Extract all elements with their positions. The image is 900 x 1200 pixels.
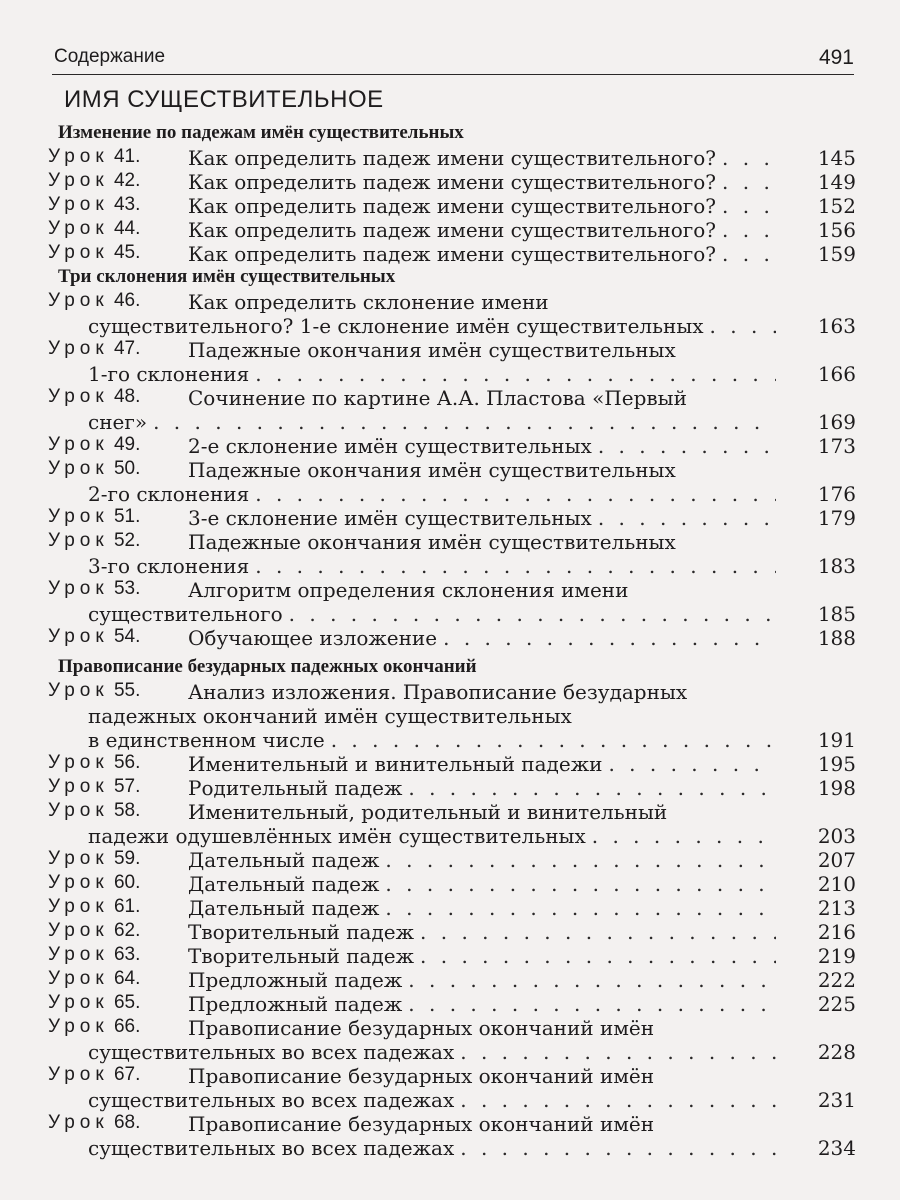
lesson-label [48, 752, 186, 774]
lesson-label [48, 194, 186, 216]
lesson-word: Урок [48, 458, 109, 479]
toc-entry[interactable] [48, 242, 856, 268]
entry-page-number: 213 [817, 896, 856, 920]
entry-text-wrap [188, 1064, 856, 1088]
dot-leader [385, 872, 776, 896]
entry-text-wrap [188, 434, 776, 458]
toc-entry-continuation[interactable] [48, 314, 856, 340]
entry-text-wrap [188, 170, 776, 194]
dot-leader [443, 626, 776, 650]
lesson-word: Урок [48, 944, 109, 965]
lesson-number: 43. [108, 194, 141, 215]
entry-text: Падежные окончания имён существительных [188, 458, 676, 482]
toc-entry[interactable] [48, 992, 856, 1018]
entry-text-wrap [88, 410, 776, 434]
dot-leader [289, 602, 776, 626]
lesson-word: Урок [48, 242, 109, 263]
toc-entry[interactable] [48, 194, 856, 220]
toc-entry[interactable] [48, 530, 856, 556]
entry-text-wrap [88, 824, 776, 848]
subsection-heading: Изменение по падежам имён существительных [58, 122, 464, 143]
toc-entry[interactable] [48, 896, 856, 922]
lesson-number: 61. [108, 896, 141, 917]
toc-entry[interactable] [48, 146, 856, 172]
lesson-number: 49. [108, 434, 141, 455]
entry-page-number: 228 [817, 1040, 856, 1064]
dot-leader [710, 314, 776, 338]
entry-text: 2-го склонения [88, 482, 250, 506]
lesson-word: Урок [48, 752, 109, 773]
dot-leader [592, 824, 776, 848]
entry-text-wrap [188, 194, 776, 218]
toc-entry[interactable] [48, 290, 856, 316]
toc-entry-continuation[interactable] [48, 362, 856, 388]
lesson-label [48, 386, 186, 408]
entry-text: Падежные окончания имён существительных [188, 338, 676, 362]
entry-page-number: 216 [817, 920, 856, 944]
entry-text: существительных во всех падежах [88, 1088, 455, 1112]
entry-page-number: 159 [817, 242, 856, 266]
toc-entry[interactable] [48, 848, 856, 874]
entry-text-wrap [88, 314, 776, 338]
toc-entry[interactable] [48, 338, 856, 364]
entry-page-number: 183 [817, 554, 856, 578]
entry-text-wrap [188, 290, 856, 314]
entry-text-wrap [188, 626, 776, 650]
dot-leader [408, 968, 776, 992]
lesson-label [48, 896, 186, 918]
toc-entry[interactable] [48, 218, 856, 244]
entry-text: Падежные окончания имён существительных [188, 530, 676, 554]
lesson-word: Урок [48, 194, 109, 215]
entry-text-wrap [188, 338, 856, 362]
lesson-label [48, 680, 186, 702]
entry-text-wrap [188, 680, 856, 704]
entry-text-wrap [188, 872, 776, 896]
entry-text: снег» [88, 410, 148, 434]
entry-text: Анализ изложения. Правописание безударных [188, 680, 688, 704]
dot-leader [722, 146, 776, 170]
toc-entry[interactable] [48, 458, 856, 484]
entry-text: Предложный падеж [188, 968, 403, 992]
lesson-word: Урок [48, 896, 109, 917]
lesson-word: Урок [48, 290, 109, 311]
lesson-word: Урок [48, 530, 109, 551]
entry-text: падежи одушевлённых имён существительных [88, 824, 586, 848]
lesson-label [48, 242, 186, 264]
lesson-number: 67. [108, 1064, 141, 1085]
dot-leader [460, 1088, 776, 1112]
entry-page-number: 234 [817, 1136, 856, 1160]
toc-entry-continuation[interactable] [48, 1136, 856, 1162]
entry-text-wrap [188, 896, 776, 920]
lesson-number: 64. [108, 968, 141, 989]
lesson-number: 54. [108, 626, 141, 647]
entry-text: Правописание безударных окончаний имён [188, 1064, 655, 1088]
dot-leader [420, 920, 776, 944]
toc-entry[interactable] [48, 680, 856, 706]
dot-leader [408, 992, 776, 1016]
lesson-number: 55. [108, 680, 141, 701]
lesson-label [48, 920, 186, 942]
entry-page-number: 222 [817, 968, 856, 992]
entry-page-number: 191 [817, 728, 856, 752]
dot-leader [598, 506, 776, 530]
lesson-number: 45. [108, 242, 141, 263]
entry-page-number: 207 [817, 848, 856, 872]
entry-page-number: 169 [817, 410, 856, 434]
entry-text: Как определить склонение имени [188, 290, 549, 314]
lesson-number: 44. [108, 218, 141, 239]
entry-page-number: 149 [817, 170, 856, 194]
entry-text: Творительный падеж [188, 944, 415, 968]
lesson-number: 41. [108, 146, 141, 167]
toc-entry-continuation[interactable] [48, 602, 856, 628]
entry-text-wrap [188, 992, 776, 1016]
lesson-word: Урок [48, 800, 109, 821]
dot-leader [408, 776, 776, 800]
entry-text: 3-го склонения [88, 554, 250, 578]
toc-entry-continuation[interactable] [48, 410, 856, 436]
entry-text-wrap [188, 1112, 856, 1136]
entry-text: Предложный падеж [188, 992, 403, 1016]
lesson-number: 42. [108, 170, 141, 191]
lesson-word: Урок [48, 626, 109, 647]
entry-page-number: 166 [817, 362, 856, 386]
entry-text: падежных окончаний имён существительных [88, 704, 572, 728]
lesson-label [48, 944, 186, 966]
entry-text: 2-е склонение имён существительных [188, 434, 592, 458]
toc-entry[interactable] [48, 800, 856, 826]
dot-leader [255, 482, 776, 506]
toc-entry[interactable] [48, 386, 856, 412]
entry-text-wrap [188, 146, 776, 170]
dot-leader [722, 170, 776, 194]
lesson-label [48, 458, 186, 480]
toc-entry[interactable] [48, 752, 856, 778]
header-title: Содержание [54, 46, 166, 67]
lesson-word: Урок [48, 506, 109, 527]
dot-leader [385, 848, 776, 872]
lesson-label [48, 776, 186, 798]
dot-leader [255, 554, 776, 578]
lesson-label [48, 170, 186, 192]
lesson-word: Урок [48, 848, 109, 869]
entry-text: Правописание безударных окончаний имён [188, 1016, 655, 1040]
header-page-number: 491 [818, 46, 854, 69]
entry-text-wrap [88, 728, 776, 752]
lesson-label [48, 290, 186, 312]
toc-entry[interactable] [48, 872, 856, 898]
entry-text: Творительный падеж [188, 920, 415, 944]
lesson-label [48, 968, 186, 990]
page-header [52, 40, 854, 75]
lesson-word: Урок [48, 1016, 109, 1037]
lesson-word: Урок [48, 338, 109, 359]
entry-text-wrap [88, 1040, 776, 1064]
lesson-number: 48. [108, 386, 141, 407]
entry-text-wrap [188, 386, 856, 410]
entry-text: 3-е склонение имён существительных [188, 506, 592, 530]
lesson-label [48, 578, 186, 600]
toc-entry[interactable] [48, 944, 856, 970]
toc-entry[interactable] [48, 776, 856, 802]
lesson-label [48, 872, 186, 894]
lesson-word: Урок [48, 992, 109, 1013]
dot-leader [598, 434, 776, 458]
entry-text: 1-го склонения [88, 362, 250, 386]
entry-text-wrap [188, 944, 776, 968]
lesson-word: Урок [48, 578, 109, 599]
entry-text: существительного? 1-е склонение имён существительных [88, 314, 704, 338]
entry-text-wrap [188, 848, 776, 872]
entry-text-wrap [188, 752, 776, 776]
lesson-number: 65. [108, 992, 141, 1013]
dot-leader [722, 194, 776, 218]
entry-text-wrap [188, 530, 856, 554]
lesson-label [48, 1016, 186, 1038]
entry-text: Как определить падеж имени существительного? [188, 194, 717, 218]
entry-text-wrap [188, 458, 856, 482]
entry-text-wrap [88, 704, 776, 728]
lesson-label [48, 992, 186, 1014]
toc-entry[interactable] [48, 506, 856, 532]
dot-leader [722, 218, 776, 242]
lesson-number: 57. [108, 776, 141, 797]
dot-leader [420, 944, 776, 968]
entry-text-wrap [188, 218, 776, 242]
lesson-label [48, 146, 186, 168]
entry-text-wrap [88, 602, 776, 626]
entry-page-number: 163 [817, 314, 856, 338]
dot-leader [722, 242, 776, 266]
entry-text-wrap [188, 242, 776, 266]
toc-entry[interactable] [48, 170, 856, 196]
lesson-number: 51. [108, 506, 141, 527]
lesson-label [48, 1064, 186, 1086]
toc-entry-continuation[interactable] [48, 1040, 856, 1066]
entry-text: Как определить падеж имени существительного? [188, 242, 717, 266]
entry-page-number: 210 [817, 872, 856, 896]
entry-text-wrap [188, 578, 856, 602]
lesson-label [48, 218, 186, 240]
entry-text: Сочинение по картине А.А. Пластова «Первый [188, 386, 687, 410]
toc-entry[interactable] [48, 920, 856, 946]
lesson-number: 60. [108, 872, 141, 893]
lesson-word: Урок [48, 170, 109, 191]
entry-text-wrap [88, 362, 776, 386]
entry-page-number: 173 [817, 434, 856, 458]
entry-text: Правописание безударных окончаний имён [188, 1112, 655, 1136]
lesson-label [48, 626, 186, 648]
entry-text-wrap [188, 1016, 856, 1040]
lesson-number: 58. [108, 800, 141, 821]
entry-text-wrap [88, 1088, 776, 1112]
toc-entry[interactable] [48, 626, 856, 652]
lesson-label [48, 338, 186, 360]
entry-text-wrap [88, 482, 776, 506]
entry-text: Как определить падеж имени существительного? [188, 170, 717, 194]
entry-page-number: 219 [817, 944, 856, 968]
dot-leader [153, 410, 776, 434]
entry-text: существительных во всех падежах [88, 1040, 455, 1064]
dot-leader [460, 1136, 776, 1160]
toc-entry[interactable] [48, 1016, 856, 1042]
lesson-label [48, 506, 186, 528]
section-title: ИМЯ СУЩЕСТВИТЕЛЬНОЕ [64, 86, 384, 113]
lesson-label [48, 848, 186, 870]
toc-entry[interactable] [48, 1064, 856, 1090]
entry-page-number: 198 [817, 776, 856, 800]
entry-text: в единственном числе [88, 728, 325, 752]
entry-page-number: 203 [817, 824, 856, 848]
lesson-word: Урок [48, 872, 109, 893]
entry-page-number: 195 [817, 752, 856, 776]
toc-entry[interactable] [48, 578, 856, 604]
lesson-number: 52. [108, 530, 141, 551]
lesson-number: 62. [108, 920, 141, 941]
entry-text-wrap [88, 554, 776, 578]
entry-text: Как определить падеж имени существительного? [188, 146, 717, 170]
lesson-number: 46. [108, 290, 141, 311]
lesson-number: 68. [108, 1112, 141, 1133]
lesson-word: Урок [48, 218, 109, 239]
entry-page-number: 152 [817, 194, 856, 218]
lesson-label [48, 800, 186, 822]
entry-page-number: 225 [817, 992, 856, 1016]
entry-text: Дательный падеж [188, 872, 380, 896]
lesson-word: Урок [48, 1064, 109, 1085]
entry-text: Именительный и винительный падежи [188, 752, 603, 776]
entry-text: Как определить падеж имени существительного? [188, 218, 717, 242]
lesson-number: 66. [108, 1016, 141, 1037]
subsection-heading: Три склонения имён существительных [58, 266, 396, 287]
entry-page-number: 179 [817, 506, 856, 530]
lesson-number: 47. [108, 338, 141, 359]
lesson-word: Урок [48, 968, 109, 989]
toc-entry[interactable] [48, 1112, 856, 1138]
lesson-number: 56. [108, 752, 141, 773]
lesson-word: Урок [48, 146, 109, 167]
lesson-number: 53. [108, 578, 141, 599]
lesson-word: Урок [48, 920, 109, 941]
entry-text: Обучающее изложение [188, 626, 438, 650]
entry-page-number: 188 [817, 626, 856, 650]
entry-text: Дательный падеж [188, 896, 380, 920]
lesson-label [48, 1112, 186, 1134]
toc-entry-continuation[interactable] [48, 704, 856, 730]
entry-page-number: 231 [817, 1088, 856, 1112]
entry-text-wrap [188, 968, 776, 992]
lesson-number: 50. [108, 458, 141, 479]
entry-text-wrap [188, 920, 776, 944]
toc-entry-continuation[interactable] [48, 482, 856, 508]
lesson-word: Урок [48, 680, 109, 701]
toc-entry-continuation[interactable] [48, 554, 856, 580]
lesson-number: 63. [108, 944, 141, 965]
lesson-word: Урок [48, 434, 109, 455]
lesson-label [48, 434, 186, 456]
dot-leader [255, 362, 776, 386]
lesson-word: Урок [48, 776, 109, 797]
entry-text: существительных во всех падежах [88, 1136, 455, 1160]
lesson-number: 59. [108, 848, 141, 869]
dot-leader [460, 1040, 776, 1064]
subsection-heading: Правописание безударных падежных окончаний [58, 656, 477, 677]
entry-text-wrap [188, 506, 776, 530]
entry-page-number: 145 [817, 146, 856, 170]
toc-entry-continuation[interactable] [48, 728, 856, 754]
entry-page-number: 176 [817, 482, 856, 506]
toc-entry[interactable] [48, 968, 856, 994]
dot-leader [608, 752, 776, 776]
toc-entry-continuation[interactable] [48, 1088, 856, 1114]
entry-page-number: 156 [817, 218, 856, 242]
entry-text: Родительный падеж [188, 776, 403, 800]
entry-text-wrap [188, 776, 776, 800]
dot-leader [385, 896, 776, 920]
entry-text: Именительный, родительный и винительный [188, 800, 668, 824]
dot-leader [331, 728, 776, 752]
lesson-label [48, 530, 186, 552]
lesson-word: Урок [48, 386, 109, 407]
entry-text-wrap [188, 800, 856, 824]
toc-entry[interactable] [48, 434, 856, 460]
entry-page-number: 185 [817, 602, 856, 626]
toc-entry-continuation[interactable] [48, 824, 856, 850]
lesson-word: Урок [48, 1112, 109, 1133]
entry-text: Дательный падеж [188, 848, 380, 872]
entry-text-wrap [88, 1136, 776, 1160]
entry-text: существительного [88, 602, 283, 626]
entry-text: Алгоритм определения склонения имени [188, 578, 629, 602]
